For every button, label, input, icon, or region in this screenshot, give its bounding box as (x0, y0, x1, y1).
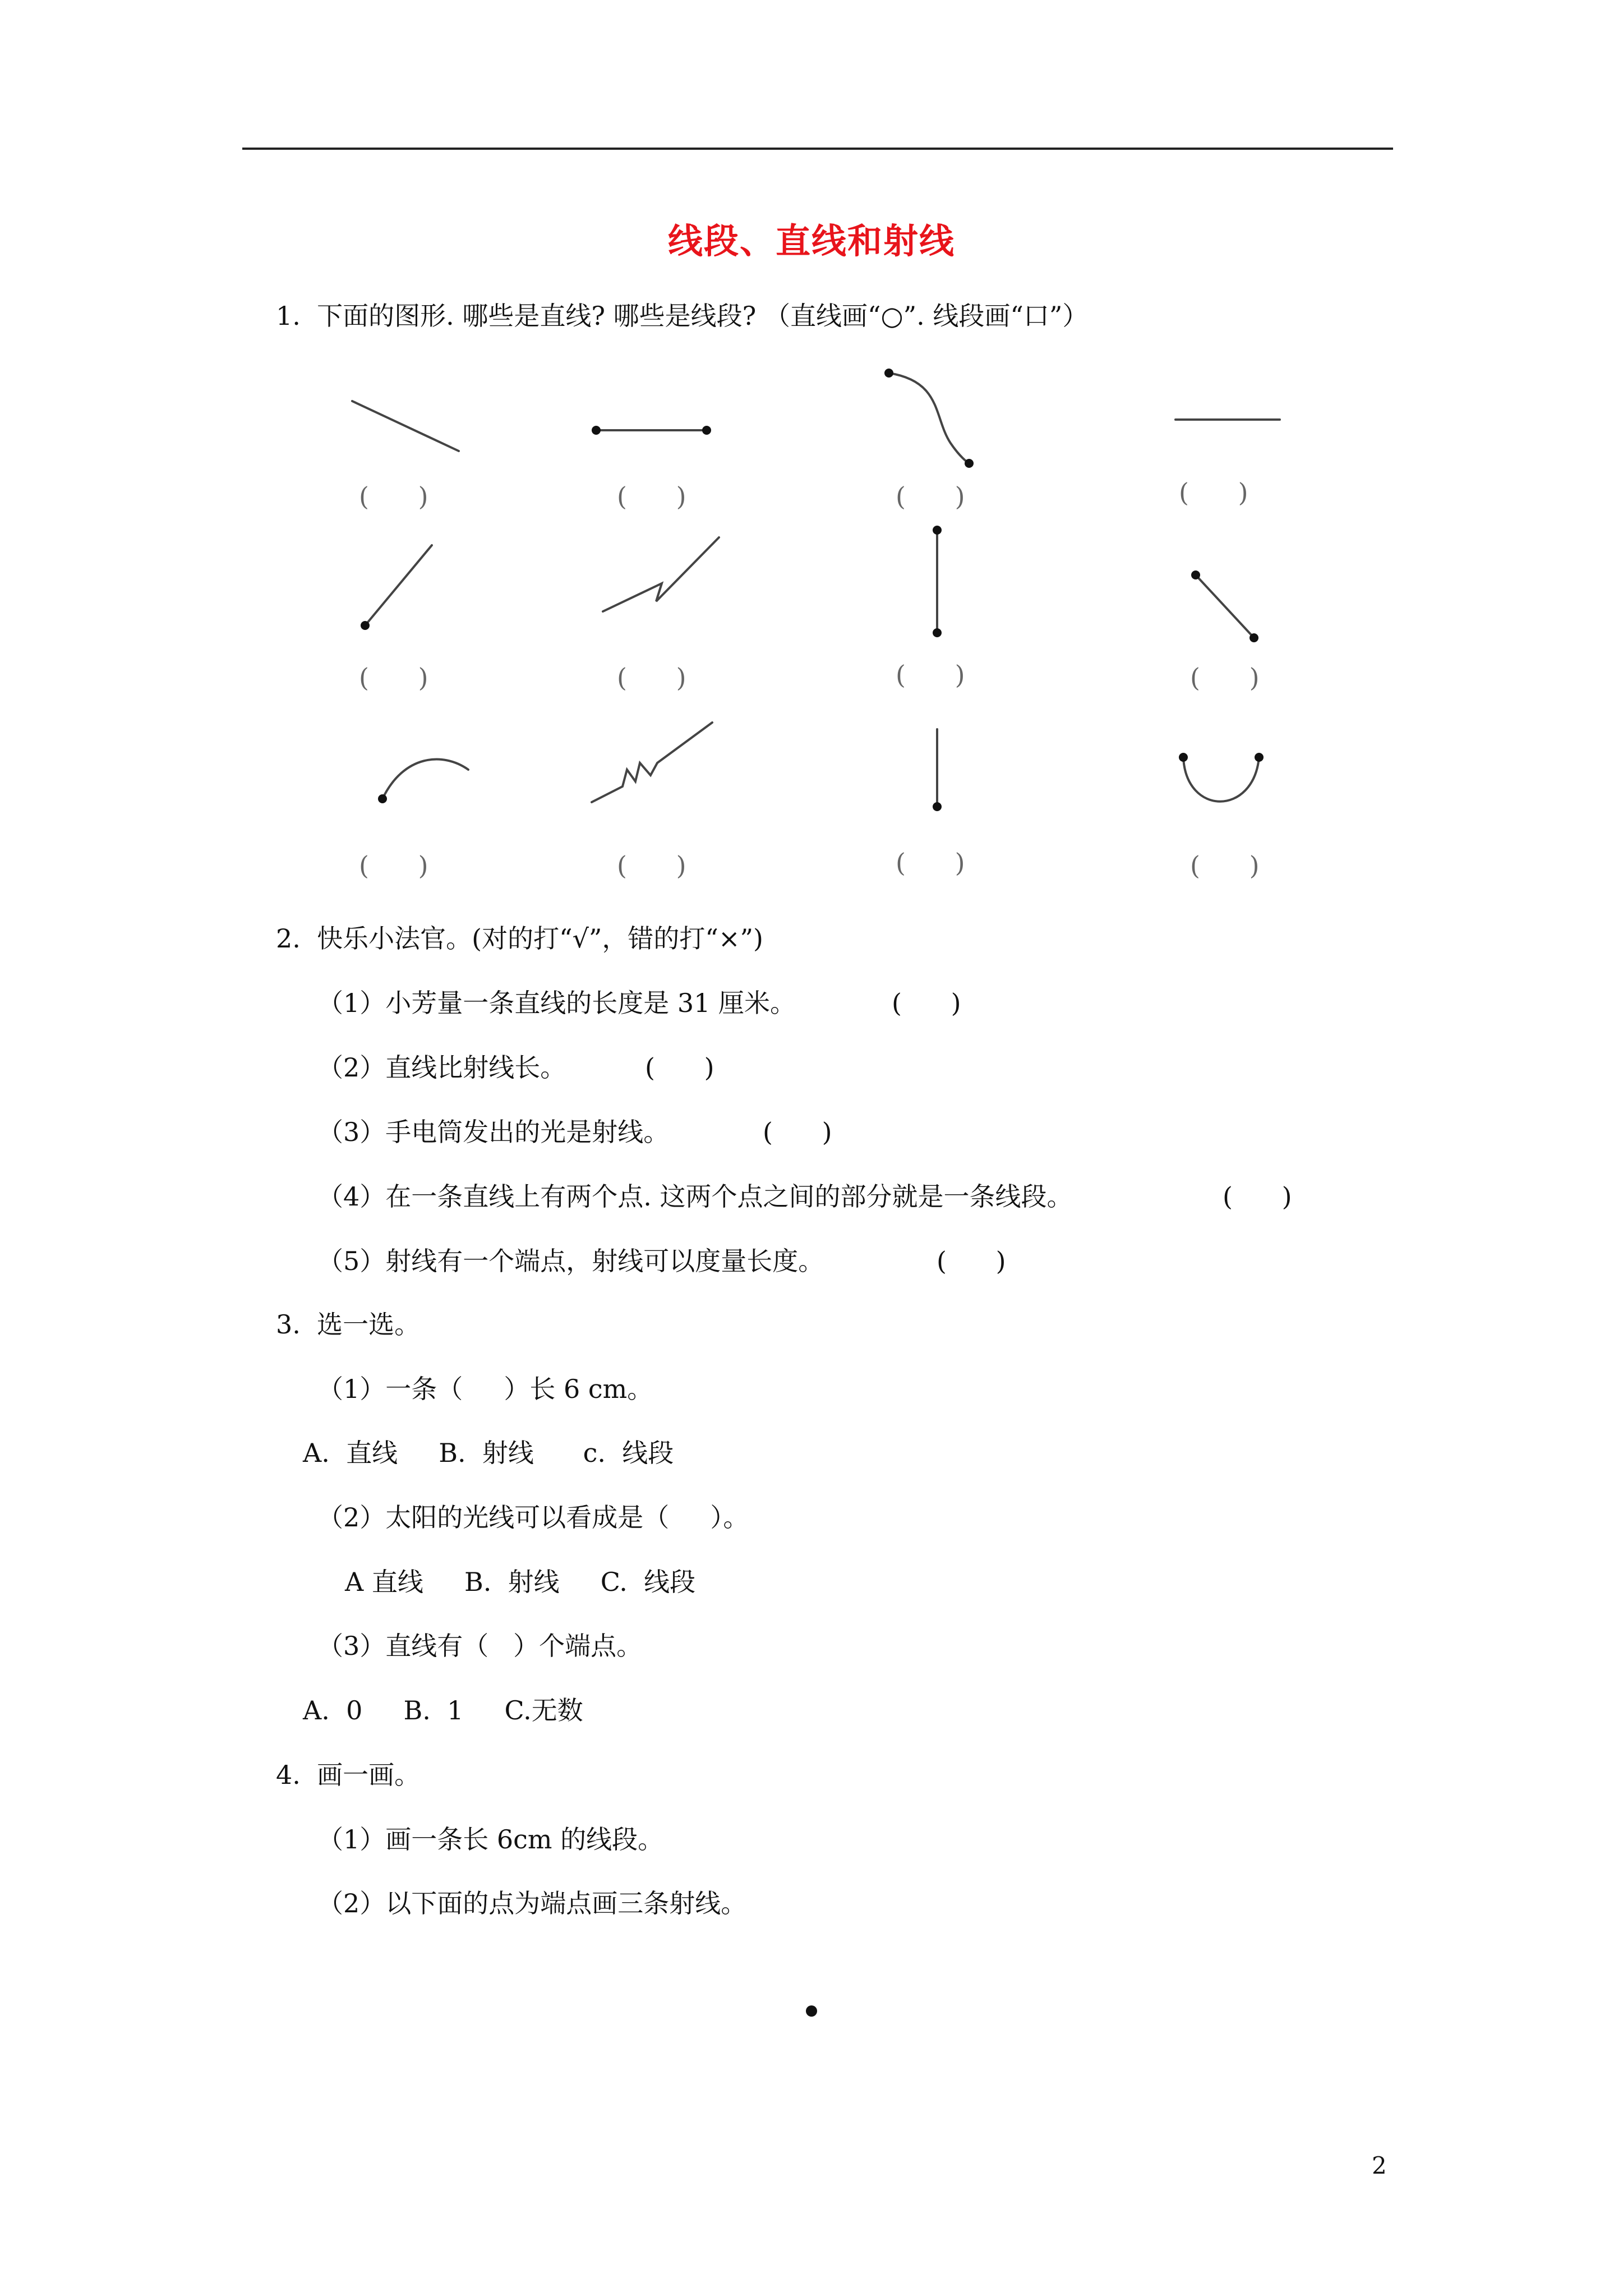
fig-5-ray (365, 545, 432, 625)
fig-12-arc (1183, 757, 1259, 802)
q1-blank-8[interactable]: ( ) (1190, 662, 1260, 693)
q3-item-3: （3）直线有（ ）个端点。 (317, 1631, 643, 1661)
dot (1179, 753, 1188, 762)
q2-blank-3[interactable]: ( ) (763, 1117, 832, 1147)
fig-9-curve-ray (382, 760, 468, 799)
page-title: 线段、直线和射线 (667, 220, 955, 261)
q1-blank-11[interactable]: ( ) (896, 848, 965, 878)
q2-item-2: （2）直线比射线长。 (317, 1052, 566, 1083)
q2-blank-4[interactable]: ( ) (1223, 1181, 1292, 1212)
dot (933, 628, 942, 637)
q1-blank-10[interactable]: ( ) (617, 850, 686, 881)
q4-endpoint-dot (806, 2005, 817, 2017)
dot (378, 794, 387, 803)
dot (933, 526, 942, 535)
q1-blank-5[interactable]: ( ) (359, 662, 428, 693)
q1-blank-7[interactable]: ( ) (896, 660, 965, 690)
dot (361, 621, 370, 630)
dot (1249, 633, 1258, 642)
dot (933, 802, 942, 811)
q1-blank-9[interactable]: ( ) (359, 850, 428, 881)
dot (884, 369, 893, 378)
dot (965, 459, 974, 468)
q2-blank-2[interactable]: ( ) (645, 1052, 714, 1083)
q2-item-1: （1）小芳量一条直线的长度是 31 厘米。 (317, 988, 796, 1018)
q1-blank-4[interactable]: ( ) (1179, 477, 1248, 508)
q1-blank-1[interactable]: ( ) (359, 481, 428, 512)
fig-8-segment (1196, 575, 1254, 638)
q4-text: 4. 画一画。 (276, 1760, 421, 1790)
q3-item-2-options: A 直线 B. 射线 C. 线段 (345, 1567, 696, 1597)
dot (702, 426, 711, 435)
q2-blank-1[interactable]: ( ) (892, 988, 961, 1018)
q2-item-5: （5）射线有一个端点，射线可以度量长度。 (317, 1246, 824, 1276)
q2-blank-5[interactable]: ( ) (937, 1246, 1006, 1276)
fig-10-zigzag (592, 723, 712, 802)
q1-blank-2[interactable]: ( ) (617, 481, 686, 512)
q3-item-3-options: A. 0 B. 1 C.无数 (303, 1695, 583, 1726)
q4-item-1: （1）画一条长 6cm 的线段。 (317, 1824, 664, 1855)
q3-item-1-options: A. 直线 B. 射线 c. 线段 (303, 1438, 674, 1468)
q1-blank-12[interactable]: ( ) (1190, 850, 1260, 881)
q4-item-2: （2）以下面的点为端点画三条射线。 (317, 1888, 747, 1918)
dot (592, 426, 601, 435)
q2-text: 2. 快乐小法官。(对的打“√”，错的打“×”) (276, 923, 763, 954)
q3-text: 3. 选一选。 (276, 1309, 421, 1340)
q2-item-3: （3）手电筒发出的光是射线。 (317, 1117, 670, 1147)
q1-blank-6[interactable]: ( ) (617, 662, 686, 693)
page-number: 2 (1372, 2152, 1387, 2179)
q1-text: 1. 下面的图形. 哪些是直线? 哪些是线段? （直线画“○”. 线段画“口”） (276, 301, 1089, 331)
fig-1-straight-line (352, 401, 459, 451)
dot (1191, 570, 1200, 579)
fig-6-zigzag (603, 537, 719, 611)
fig-3-curve (889, 373, 969, 463)
dot (1255, 753, 1264, 762)
q3-item-1: （1）一条（ ）长 6 cm。 (317, 1374, 653, 1404)
q1-blank-3[interactable]: ( ) (896, 481, 965, 512)
q3-item-2: （2）太阳的光线可以看成是（ ）。 (317, 1502, 749, 1533)
q2-item-4: （4）在一条直线上有两个点. 这两个点之间的部分就是一条线段。 (317, 1181, 1073, 1212)
